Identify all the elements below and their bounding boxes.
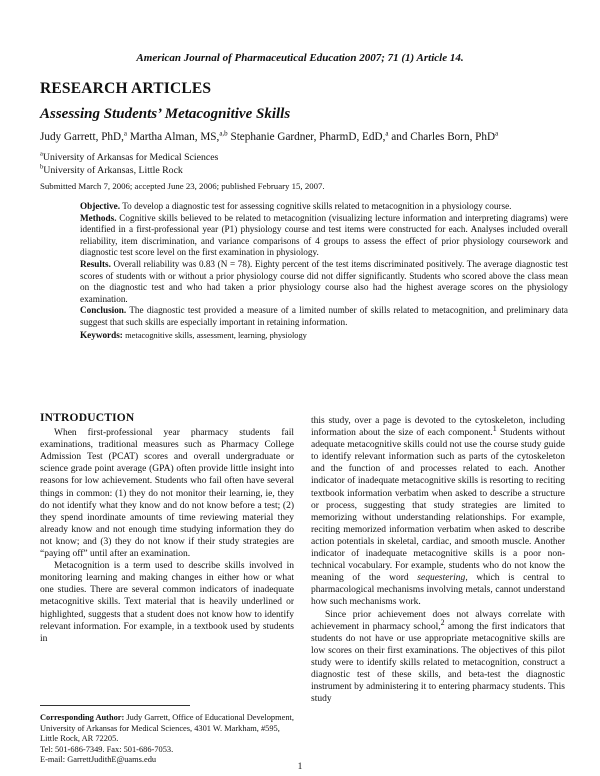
citation-mark: 2 [440, 617, 445, 627]
abstract-label: Methods. [80, 212, 117, 223]
abstract-text: Cognitive skills believed to be related to metacognition (visualizing lecture information and interpreting diagrams) were identified in a first-professional year (P1) physiology course and test items were constructed for each. Analyses included overall reliability, item discrimination, and variance comparisons of 4 groups to assess the effect of prior physiology coursework and diagnostic test score level on the first examination in physiology. [80, 212, 569, 258]
journal-citation: American Journal of Pharmaceutical Education 2007; 71 (1) Article 14. [136, 52, 464, 64]
body-text: Since prior achievement does not always correlate with achievement in pharmacy school, [311, 609, 565, 632]
abstract-label: Conclusion. [80, 305, 127, 316]
author-affiliation-mark: a [123, 129, 128, 138]
body-paragraph [311, 415, 565, 609]
author-name: Judy Garrett, PhD, [40, 131, 124, 143]
abstract-text: The diagnostic test provided a measure of a limited number of skills related to metacognition, and preliminary data suggest that such skills are especially important in retaining information. [80, 305, 569, 327]
affiliation [40, 165, 183, 176]
column-right [311, 415, 565, 705]
affiliation-text: University of Arkansas, Little Rock [43, 165, 183, 176]
abstract-label: Results. [80, 258, 111, 269]
abstract [80, 201, 568, 341]
article-title: Assessing Students’ Metacognitive Skills [40, 106, 291, 122]
body-paragraph [311, 609, 565, 706]
abstract-keywords [80, 330, 568, 342]
abstract-conclusion [80, 305, 568, 328]
body-text: this study, over a page is devoted to the cytoskeleton, including information about the size of each component. [311, 416, 565, 439]
body-paragraph: When first-professional year pharmacy students fail examinations, traditional measures such as Pharmacy College Admission Test (PCAT) scores and overall undergraduate or science grade point average (GPA) often provide little insight into reasons for low achievement. Students who fail often have several things in common: (1) they do not monitor their learning, ie, they do not identify what they know and do not know before a test; (2) they spend inordinate amounts of time reviewing material they already know and not enough time studying information they do not know; and (3) they do not know if their study strategies are “paying off” until after an examination. [40, 428, 294, 560]
abstract-text: Overall reliability was 0.83 (N = 78). Eighty percent of the test items discriminated positively. The average diagnostic test scores of students with or without a prior physiology course did not differ significantly. Students who scored above the class mean on the diagnostic test and who had taken a prior physiology course also had the highest average scores on the physiology examination. [80, 258, 568, 304]
author-affiliation-mark: a [385, 129, 389, 138]
body-text: , which is central to pharmacological mechanisms involving metals, cannot understand how such mechanisms work. [311, 573, 565, 608]
abstract-label: Objective. [80, 201, 121, 211]
author-name: Martha Alman, MS, [129, 131, 220, 143]
italic-term: sequestering [417, 573, 466, 584]
introduction-heading: INTRODUCTION [40, 412, 135, 424]
body-paragraph: Metacognition is a term used to describe skills involved in monitoring learning and making changes in either how or what one studies. There are several common indicators of inadequate metacognitive skills. Text material that is heavily underlined or highlighted, suggests that a student does not know how to identify relevant information. For example, in a textbook used by students in [40, 561, 294, 644]
correspondence-phone: Tel: 501-686-7349. Fax: 501-686-7053. [40, 744, 174, 754]
author-list [40, 131, 498, 143]
correspondence-text: Judy Garrett, Office of Educational Development, University of Arkansas for Medical Sciences, 4301 W. Markham, #595, Little Rock, AR 72205. [40, 713, 294, 743]
author-name: and Charles Born, PhD [391, 131, 496, 143]
citation-mark: 1 [492, 423, 497, 433]
affiliation-mark: b [40, 163, 44, 171]
author-affiliation-mark: a,b [219, 129, 228, 138]
abstract-text: To develop a diagnostic test for assessing cognitive skills related to metacognition in a physiology course. [122, 201, 512, 211]
keywords-label: Keywords: [80, 329, 123, 340]
author-name: Stephanie Gardner, PharmD, EdD, [230, 131, 386, 143]
body-text: among the first indicators that students do not have or use appropriate metacognitive skills are low scores on their first examinations. The objectives of this pilot study were to identify skills related to metacognition, construct a diagnostic test of these skills, and beta-test the diagnostic instrument by administering it to entering pharmacy students. This study [311, 621, 565, 705]
section-heading: RESEARCH ARTICLES [40, 80, 212, 97]
abstract-methods [80, 213, 568, 259]
affiliation-mark: a [40, 150, 43, 158]
affiliation-text: University of Arkansas for Medical Sciences [42, 152, 219, 163]
footnote-divider [40, 705, 190, 706]
correspondence-address [40, 713, 296, 745]
abstract-objective [80, 201, 568, 213]
page-number: 1 [297, 762, 303, 772]
keywords-text: metacognitive skills, assessment, learning, physiology [125, 330, 307, 340]
abstract-results [80, 259, 568, 305]
correspondence-email: E-mail: GarrettJudithE@uams.edu [40, 755, 157, 764]
correspondence-label: Corresponding Author: [40, 713, 125, 722]
column-left [40, 412, 294, 645]
corresponding-author-note [40, 713, 296, 766]
submission-dates: Submitted March 7, 2006; accepted June 23, 2006; published February 15, 2007. [40, 181, 325, 191]
affiliation [40, 152, 218, 163]
author-affiliation-mark: a [495, 129, 499, 138]
body-text: Students without adequate metacognitive skills could not use the course study guide to identify relevant information such as parts of the cytoskeleton and the function of and processes related to each. Another indicator of inadequate metacognitive skills is resorting to reciting textbook information verbatim when asked to describe a structure or process, suggesting that study strategies are limited to memorizing without understanding relationships. For example, reciting memorized information verbatim when asked to describe action potentials in skeletal, cardiac, and smooth muscle. Another indicator of inadequate metacognitive skills is a poor non-technical vocabulary. For example, students who do not know the meaning of the word [311, 428, 566, 584]
